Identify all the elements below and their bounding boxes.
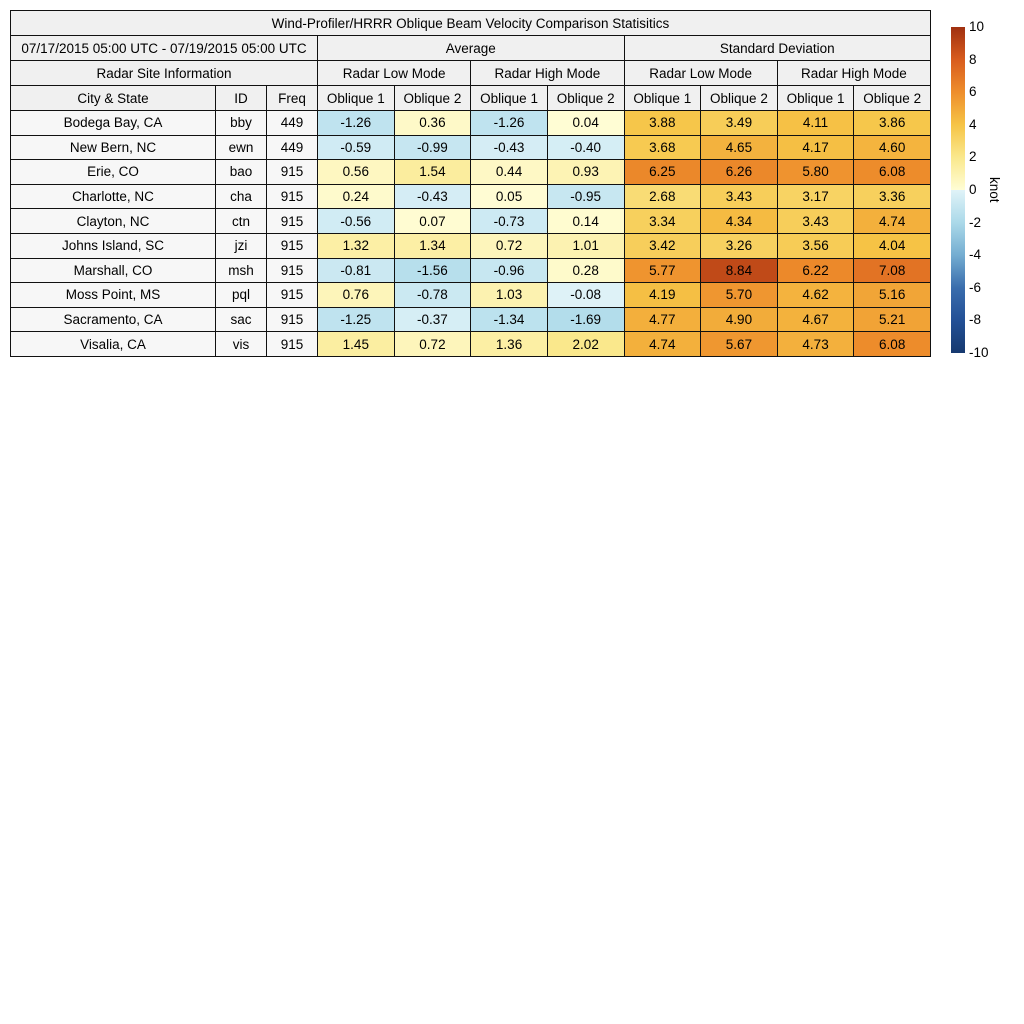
id-cell: msh — [216, 258, 267, 283]
value-cell: 3.49 — [701, 111, 778, 136]
value-cell: 4.11 — [777, 111, 854, 136]
city-cell: Moss Point, MS — [11, 283, 216, 308]
freq-cell: 915 — [267, 233, 318, 258]
value-cell: -0.73 — [471, 209, 548, 234]
value-cell: 0.56 — [318, 160, 395, 185]
average-group-header: Average — [318, 36, 625, 61]
value-cell: 1.32 — [318, 233, 395, 258]
freq-header: Freq — [267, 86, 318, 111]
value-cell: 1.03 — [471, 283, 548, 308]
city-cell: Sacramento, CA — [11, 307, 216, 332]
value-cell: 1.54 — [394, 160, 471, 185]
value-cell: 4.90 — [701, 307, 778, 332]
id-cell: cha — [216, 184, 267, 209]
site-info-header: Radar Site Information — [11, 61, 318, 86]
id-cell: jzi — [216, 233, 267, 258]
value-cell: 4.74 — [854, 209, 931, 234]
city-cell: Clayton, NC — [11, 209, 216, 234]
table-row — [11, 307, 931, 332]
oblique2-header: Oblique 2 — [854, 86, 931, 111]
value-cell: 2.02 — [547, 332, 624, 357]
freq-cell: 449 — [267, 135, 318, 160]
id-header: ID — [216, 86, 267, 111]
value-cell: 2.68 — [624, 184, 701, 209]
id-cell: pql — [216, 283, 267, 308]
title-row — [11, 11, 931, 36]
value-cell: 3.26 — [701, 233, 778, 258]
value-cell: -0.43 — [394, 184, 471, 209]
oblique1-header: Oblique 1 — [624, 86, 701, 111]
value-cell: 6.22 — [777, 258, 854, 283]
std-high-mode-header: Radar High Mode — [777, 61, 930, 86]
value-cell: -0.96 — [471, 258, 548, 283]
value-cell: 0.04 — [547, 111, 624, 136]
stats-table — [10, 10, 931, 357]
city-cell: Charlotte, NC — [11, 184, 216, 209]
freq-cell: 915 — [267, 258, 318, 283]
value-cell: 5.77 — [624, 258, 701, 283]
oblique2-header: Oblique 2 — [394, 86, 471, 111]
value-cell: 4.62 — [777, 283, 854, 308]
value-cell: -0.40 — [547, 135, 624, 160]
value-cell: 6.25 — [624, 160, 701, 185]
oblique1-header: Oblique 1 — [471, 86, 548, 111]
value-cell: 3.36 — [854, 184, 931, 209]
oblique2-header: Oblique 2 — [701, 86, 778, 111]
value-cell: 1.45 — [318, 332, 395, 357]
value-cell: 0.36 — [394, 111, 471, 136]
value-cell: 4.17 — [777, 135, 854, 160]
value-cell: 3.42 — [624, 233, 701, 258]
freq-cell: 915 — [267, 209, 318, 234]
value-cell: -0.56 — [318, 209, 395, 234]
value-cell: 4.60 — [854, 135, 931, 160]
std-low-mode-header: Radar Low Mode — [624, 61, 777, 86]
table-row — [11, 135, 931, 160]
colorbar-unit-label: knot — [987, 177, 1002, 203]
value-cell: 0.28 — [547, 258, 624, 283]
value-cell: -1.69 — [547, 307, 624, 332]
city-cell: Johns Island, SC — [11, 233, 216, 258]
value-cell: 1.34 — [394, 233, 471, 258]
table-row — [11, 184, 931, 209]
city-state-header: City & State — [11, 86, 216, 111]
oblique1-header: Oblique 1 — [777, 86, 854, 111]
value-cell: 3.88 — [624, 111, 701, 136]
value-cell: 8.84 — [701, 258, 778, 283]
value-cell: 5.80 — [777, 160, 854, 185]
colorbar-tick-label: 10 — [969, 19, 985, 34]
std-group-header: Standard Deviation — [624, 36, 931, 61]
value-cell: 5.16 — [854, 283, 931, 308]
oblique1-header: Oblique 1 — [318, 86, 395, 111]
value-cell: 0.05 — [471, 184, 548, 209]
value-cell: 3.56 — [777, 233, 854, 258]
colorbar-tick-label: 6 — [969, 84, 977, 100]
value-cell: 4.04 — [854, 233, 931, 258]
value-cell: 1.36 — [471, 332, 548, 357]
id-cell: sac — [216, 307, 267, 332]
value-cell: 0.72 — [471, 233, 548, 258]
value-cell: -0.43 — [471, 135, 548, 160]
value-cell: 4.77 — [624, 307, 701, 332]
value-cell: 4.34 — [701, 209, 778, 234]
colorbar-tick-label: 8 — [969, 51, 977, 67]
value-cell: 4.65 — [701, 135, 778, 160]
city-cell: New Bern, NC — [11, 135, 216, 160]
id-cell: ctn — [216, 209, 267, 234]
colorbar-tick-label: -10 — [969, 345, 989, 360]
value-cell: 6.08 — [854, 332, 931, 357]
table-row — [11, 111, 931, 136]
value-cell: -0.95 — [547, 184, 624, 209]
table-row — [11, 209, 931, 234]
value-cell: 4.19 — [624, 283, 701, 308]
value-cell: -0.78 — [394, 283, 471, 308]
value-cell: -1.34 — [471, 307, 548, 332]
colorbar — [951, 19, 1002, 360]
value-cell: -1.26 — [471, 111, 548, 136]
colorbar-gradient — [951, 27, 965, 353]
value-cell: 3.17 — [777, 184, 854, 209]
freq-cell: 449 — [267, 111, 318, 136]
freq-cell: 915 — [267, 307, 318, 332]
value-cell: -0.81 — [318, 258, 395, 283]
value-cell: 3.43 — [701, 184, 778, 209]
value-cell: 0.93 — [547, 160, 624, 185]
city-cell: Visalia, CA — [11, 332, 216, 357]
value-cell: 5.67 — [701, 332, 778, 357]
value-cell: 6.26 — [701, 160, 778, 185]
group-header-row — [11, 36, 931, 61]
value-cell: 4.67 — [777, 307, 854, 332]
table-row — [11, 283, 931, 308]
value-cell: 0.14 — [547, 209, 624, 234]
freq-cell: 915 — [267, 332, 318, 357]
column-header-row — [11, 86, 931, 111]
value-cell: -1.26 — [318, 111, 395, 136]
value-cell: 5.70 — [701, 283, 778, 308]
value-cell: 1.01 — [547, 233, 624, 258]
freq-cell: 915 — [267, 283, 318, 308]
value-cell: 0.72 — [394, 332, 471, 357]
colorbar-tick-label: 4 — [969, 116, 977, 132]
table-row — [11, 233, 931, 258]
oblique2-header: Oblique 2 — [547, 86, 624, 111]
mode-header-row — [11, 61, 931, 86]
value-cell: -0.08 — [547, 283, 624, 308]
value-cell: 0.76 — [318, 283, 395, 308]
table-row — [11, 258, 931, 283]
avg-high-mode-header: Radar High Mode — [471, 61, 624, 86]
city-cell: Bodega Bay, CA — [11, 111, 216, 136]
id-cell: vis — [216, 332, 267, 357]
table-row — [11, 160, 931, 185]
value-cell: -1.25 — [318, 307, 395, 332]
city-cell: Marshall, CO — [11, 258, 216, 283]
value-cell: 5.21 — [854, 307, 931, 332]
avg-low-mode-header: Radar Low Mode — [318, 61, 471, 86]
table-title: Wind-Profiler/HRRR Oblique Beam Velocity Comparison Statisitics — [11, 11, 931, 36]
colorbar-tick-label: -6 — [969, 279, 982, 295]
value-cell: 7.08 — [854, 258, 931, 283]
value-cell: 3.34 — [624, 209, 701, 234]
value-cell: 3.68 — [624, 135, 701, 160]
id-cell: bby — [216, 111, 267, 136]
freq-cell: 915 — [267, 184, 318, 209]
value-cell: 0.44 — [471, 160, 548, 185]
value-cell: -1.56 — [394, 258, 471, 283]
value-cell: 3.86 — [854, 111, 931, 136]
colorbar-tick-label: 0 — [969, 182, 977, 197]
value-cell: -0.37 — [394, 307, 471, 332]
value-cell: -0.99 — [394, 135, 471, 160]
id-cell: bao — [216, 160, 267, 185]
colorbar-tick-label: -8 — [969, 312, 982, 328]
value-cell: -0.59 — [318, 135, 395, 160]
value-cell: 0.07 — [394, 209, 471, 234]
value-cell: 3.43 — [777, 209, 854, 234]
value-cell: 4.74 — [624, 332, 701, 357]
value-cell: 6.08 — [854, 160, 931, 185]
value-cell: 0.24 — [318, 184, 395, 209]
colorbar-tick-label: 2 — [969, 149, 977, 165]
freq-cell: 915 — [267, 160, 318, 185]
id-cell: ewn — [216, 135, 267, 160]
value-cell: 4.73 — [777, 332, 854, 357]
date-range: 07/17/2015 05:00 UTC - 07/19/2015 05:00 UTC — [11, 36, 318, 61]
city-cell: Erie, CO — [11, 160, 216, 185]
colorbar-tick-label: -4 — [969, 247, 982, 263]
table-row — [11, 332, 931, 357]
colorbar-tick-label: -2 — [969, 214, 982, 230]
